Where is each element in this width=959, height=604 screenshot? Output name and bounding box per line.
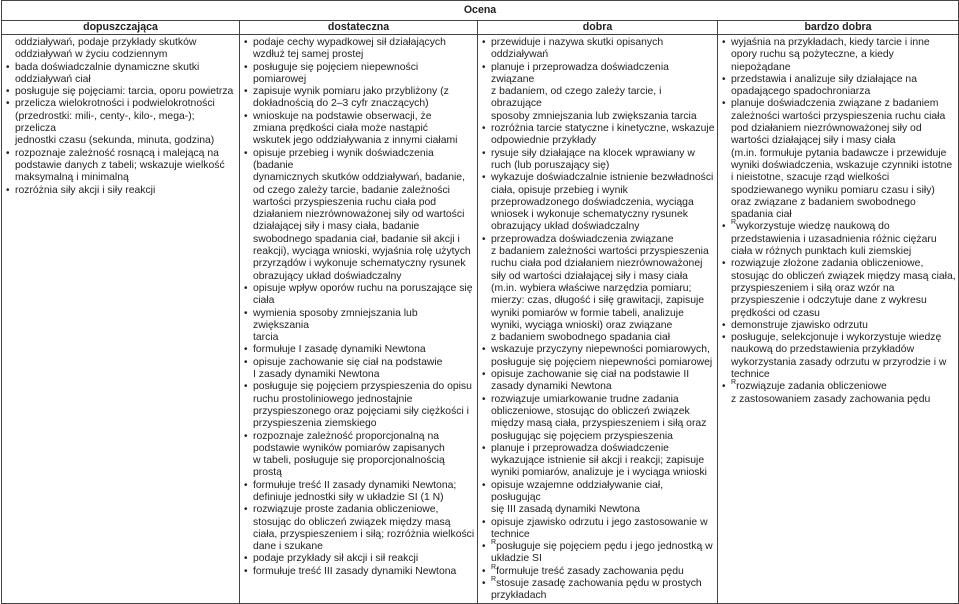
requirement-text: oddziaływań [491, 49, 549, 61]
requirement-line [244, 431, 475, 443]
requirement-line [482, 49, 715, 61]
requirement-line [244, 332, 475, 344]
requirement-text: posługuje się pojęciem niepewności [253, 61, 419, 73]
column-dostateczna [240, 35, 478, 604]
requirement-line [244, 357, 475, 369]
requirement-text: sposoby zmniejszania lub zwiększania tarcia [491, 110, 697, 122]
requirement-text: ruchu ciała pod działaniem niezrównoważonej [491, 258, 703, 270]
requirement-text: oddziaływań, podaje przykłady skutków [15, 37, 197, 48]
requirement-line [722, 320, 956, 332]
requirement-line [244, 369, 475, 381]
requirement-text: rysuje siły działające na klocek wprawiany w [491, 147, 695, 159]
requirement-line [482, 295, 715, 307]
requirement-text: planuje i przeprowadza doświadczenie [491, 442, 669, 454]
requirement-line [722, 148, 956, 160]
requirement-text: stosując do obliczeń związek między masą ciała, [731, 270, 956, 282]
requirement-text: bada doświadczalnie dynamiczne skutki [15, 61, 200, 73]
requirement-line [722, 234, 956, 246]
requirement-line [244, 541, 475, 553]
requirement-line [244, 86, 475, 98]
requirement-text: oddziaływań w życiu codziennym [15, 49, 168, 61]
column-dopuszczajaca [2, 35, 240, 604]
requirement-text: działającej siły i masy ciała, badanie [253, 221, 420, 233]
requirement-text: swobodnego spadania ciał, badanie sił akcji i [253, 233, 460, 245]
requirement-text: ciała, przyspieszeniem i siłą; rozróżnia wielkości [253, 528, 475, 540]
requirement-line [244, 406, 475, 418]
requirement-line [482, 418, 715, 430]
requirement-text: opisuje przebieg i wynik doświadczenia (badanie [253, 147, 434, 171]
requirement-line [244, 480, 475, 492]
grading-table [1, 0, 959, 604]
requirement-line [244, 529, 475, 541]
requirement-line [244, 504, 475, 516]
requirement-text: przyrządów i wykonuje schematyczny rysunek [253, 258, 466, 270]
requirement-text: przedstawia i analizuje siły działające na [731, 73, 917, 85]
requirement-line [722, 381, 956, 393]
requirement-text: wymienia sposoby zmniejszania lub zwiększania [253, 307, 418, 331]
requirement-line [482, 529, 715, 541]
requirement-text: wykazuje doświadczalnie istnienie bezwładności [491, 172, 714, 184]
requirement-text: rozwiązuje złożone zadania obliczeniowe, [731, 258, 924, 270]
table-title: Ocena [2, 1, 959, 21]
requirement-text: od czego zależy tarcie, badanie zależności [253, 184, 450, 196]
requirement-text: dynamicznych skutków oddziaływań, badanie, [253, 172, 465, 184]
requirement-line [244, 283, 475, 295]
requirement-text: formułuje treść zasady zachowania pędu [496, 565, 684, 577]
column-dobra [478, 35, 718, 604]
requirement-line [482, 455, 715, 467]
requirement-text: zasady dynamiki Newtona [491, 381, 612, 393]
requirement-line [722, 258, 956, 270]
requirement-line [722, 74, 956, 86]
requirement-line [244, 455, 475, 480]
requirement-text: (m.in. wybiera właściwe narzędzia pomiaru; [491, 282, 692, 294]
requirement-text: podaje przykłady sił akcji i sił reakcji [253, 553, 419, 565]
requirement-line [244, 308, 475, 333]
requirement-text: demonstruje zjawisko odrzutu [731, 319, 868, 331]
requirement-line [244, 111, 475, 123]
requirement-text: (m.in. formułuje pytania badawcze i przewiduje [731, 147, 947, 159]
requirement-text: podstawie danych z tabeli; wskazuje wielkość [15, 159, 225, 171]
requirement-line [482, 320, 715, 332]
requirement-text: działaniem niezrównoważonej siły od wartości [253, 209, 465, 221]
column-header-bardzo-dobra: bardzo dobra [718, 21, 959, 35]
requirement-line [482, 590, 715, 602]
requirement-line [244, 344, 475, 356]
requirement-text: rozpoznaje zależność proporcjonalną na [253, 430, 439, 442]
requirement-line [722, 369, 956, 381]
requirement-line [244, 37, 475, 49]
requirement-line [482, 504, 715, 516]
requirement-line [482, 344, 715, 356]
requirement-text: i nieistotne, szacuje rząd wielkości [731, 172, 890, 184]
extended-marker: R [731, 379, 737, 387]
requirement-text: wskutek jego oddziaływania z innymi ciałami [253, 135, 458, 147]
requirement-line [482, 148, 715, 160]
requirement-line [244, 172, 475, 184]
requirement-line [6, 111, 237, 136]
requirement-text: opisuje zachowanie się ciał na podstawie II [491, 369, 690, 381]
column-header-dostateczna: dostateczna [240, 21, 478, 35]
requirement-text: siły od wartości działającej siły i masy ciała [491, 270, 688, 282]
requirement-text: zapisuje wynik pomiaru jako przybliżony (z [253, 86, 449, 98]
requirement-line [6, 148, 237, 160]
requirement-text: ruch (lub poruszający się) [491, 159, 610, 171]
requirement-text: posługuje się pojęciem pędu i jego jednostką w [496, 541, 713, 553]
requirement-text: reakcji), wyciąga wnioski, wyjaśnia rolę użytych [253, 246, 471, 258]
requirement-line [722, 283, 956, 295]
extended-marker: R [491, 539, 497, 547]
requirement-text: zależności wartości przyspieszenia ruchu ciała [731, 110, 946, 122]
requirement-line [482, 563, 715, 578]
requirement-line [244, 566, 475, 578]
requirement-text: w tabeli, posługuje się proporcjonalnością prostą [253, 455, 445, 479]
requirement-text: formułuje I zasadę dynamiki Newtona [253, 344, 426, 356]
requirement-line [244, 258, 475, 270]
requirement-text: przeprowadzonego doświadczenia, wyciąga [491, 196, 694, 208]
requirement-line [482, 234, 715, 246]
requirement-text: wnioskuje na podstawie obserwacji, że [253, 110, 432, 122]
requirement-line [722, 98, 956, 110]
requirement-text: wykorzystania zasady odrzutu w przyrodzie i w [731, 356, 947, 368]
requirement-line [244, 62, 475, 74]
requirement-line [722, 135, 956, 147]
requirement-line [482, 209, 715, 221]
requirement-line [482, 221, 715, 233]
requirement-text: ciała [253, 295, 275, 307]
requirement-line [6, 37, 237, 49]
requirement-text: I zasady dynamiki Newtona [253, 369, 380, 381]
requirement-text: odpowiednie przykłady [491, 135, 597, 147]
requirement-text: oraz związane z badaniem swobodnego [731, 196, 916, 208]
requirement-line [244, 49, 475, 61]
requirement-line [482, 160, 715, 172]
requirement-line [6, 74, 237, 86]
requirement-text: pomiarowej [253, 73, 307, 85]
requirement-line [482, 517, 715, 529]
requirement-line [722, 221, 956, 233]
requirement-text: formułuje treść II zasady dynamiki Newtona; [253, 479, 457, 491]
requirement-text: opisuje wzajemne oddziaływanie ciał, posługując [491, 479, 664, 503]
requirement-line [6, 62, 237, 74]
requirement-line [244, 209, 475, 221]
requirement-text: tarcia [253, 332, 279, 344]
requirement-line [482, 467, 715, 479]
requirement-text: przyspieszenie i odczytuje dane z wykresu [731, 295, 927, 307]
requirement-line [722, 246, 956, 258]
requirement-line [722, 62, 956, 74]
requirement-text: stosując do obliczeń związek między masą [253, 516, 451, 528]
requirement-text: technice [491, 528, 530, 540]
requirement-text: wyniki doświadczenia, wskazuje czynniki istotne [731, 159, 953, 171]
requirement-line [482, 381, 715, 393]
requirement-text: obrazujący układ doświadczalny [253, 270, 402, 282]
requirement-text: przyspieszeniem i siłą oraz wzór na [731, 282, 895, 294]
requirement-text: wyniki, wyciąga wnioski) oraz związane [491, 319, 673, 331]
requirement-text: wartości działającej siły i masy ciała [731, 135, 896, 147]
requirement-line [482, 37, 715, 49]
requirement-text: między masą ciała, przyspieszeniem i siłą oraz [491, 418, 707, 430]
requirement-line [244, 74, 475, 86]
requirement-line [244, 295, 475, 307]
requirement-line [6, 172, 237, 184]
requirement-text: opory ruchu są pożyteczne, a kiedy [731, 49, 894, 61]
requirement-line [244, 381, 475, 393]
requirement-text: ciała w różnych punktach kuli ziemskiej [731, 246, 912, 258]
requirement-line [244, 443, 475, 455]
requirement-text: jednostki czasu (sekunda, minuta, godzina) [15, 135, 215, 147]
requirement-line [482, 357, 715, 369]
requirement-line [482, 394, 715, 406]
requirement-text: wykorzystuje wiedzę naukową do [736, 221, 890, 233]
requirement-line [482, 369, 715, 381]
requirement-text: posługuje się pojęciami: tarcia, oporu powietrza [15, 86, 234, 98]
requirement-text: rozróżnia siły akcji i siły reakcji [15, 184, 156, 196]
requirement-text: rozróżnia tarcie statyczne i kinetyczne, wskazuje [491, 123, 715, 135]
extended-marker: R [731, 219, 737, 227]
requirement-line [722, 271, 956, 283]
requirement-text: wyniki pomiarów w formie tabeli, analizuje [491, 307, 684, 319]
requirement-line [722, 37, 956, 49]
requirement-text: wartości przyspieszenia ruchu ciała pod [253, 196, 437, 208]
requirement-text: technice [731, 369, 770, 381]
requirement-line [6, 185, 237, 197]
requirement-line [482, 185, 715, 197]
requirement-text: pod działaniem niezrównoważonej siły od [731, 123, 922, 135]
requirement-text: posługuje, selekcjonuje i wykorzystuje wiedzę [731, 332, 942, 344]
requirement-line [6, 160, 237, 172]
requirement-line [482, 197, 715, 209]
requirement-text: z badaniem swobodnego spadania ciał [491, 332, 671, 344]
requirement-text: zmiana prędkości ciała może nastąpić [253, 123, 428, 135]
requirement-text: przedstawienia i uzasadnienia różnic ciężaru [731, 233, 937, 245]
requirement-line [482, 480, 715, 505]
requirement-line [244, 418, 475, 430]
requirement-line [6, 135, 237, 147]
requirement-line [244, 98, 475, 110]
requirement-text: przyspieszenia ziemskiego [253, 418, 377, 430]
extended-marker: R [491, 563, 497, 571]
requirement-line [482, 308, 715, 320]
requirement-line [722, 49, 956, 61]
requirement-text: dokładnością do 2–3 cyfr znaczących) [253, 98, 429, 110]
requirement-text: prędkości od czasu [731, 307, 820, 319]
requirement-text: wyjaśnia na przykładach, kiedy tarcie i inne [731, 37, 930, 48]
requirement-line [482, 86, 715, 111]
requirement-text: oddziaływań ciał [15, 73, 91, 85]
requirement-line [482, 541, 715, 553]
requirement-line [244, 394, 475, 406]
requirement-line [482, 431, 715, 443]
requirement-line [722, 357, 956, 369]
requirement-text: z zastosowaniem zasady zachowania pędu [731, 393, 931, 405]
requirement-text: (przedrostki: mili-, centy-, kilo-, mega-); przelicza [15, 110, 195, 135]
requirement-text: spadania ciał [731, 209, 792, 221]
requirement-line [244, 123, 475, 135]
column-bardzo-dobra [718, 35, 959, 604]
requirement-text: opisuje wpływ oporów ruchu na poruszające się [253, 282, 473, 294]
extended-marker: R [491, 576, 497, 584]
requirement-text: wniosek i wykonuje schematyczny rysunek [491, 209, 688, 221]
requirement-line [722, 86, 956, 98]
requirement-line [722, 111, 956, 123]
requirement-text: obrazujący układ doświadczalny [491, 221, 640, 233]
requirement-line [482, 62, 715, 87]
requirement-text: definiuje jednostki siły w układzie SI (1 N) [253, 491, 444, 503]
requirement-line [244, 517, 475, 529]
requirement-text: opisuje zachowanie się ciał na podstawie [253, 356, 443, 368]
requirement-line [722, 308, 956, 320]
requirement-line [722, 295, 956, 307]
requirement-text: niepożądane [731, 61, 791, 73]
requirement-line [244, 221, 475, 233]
requirement-text: mierzy: czas, długość i siłę grawitacji, zapisuje [491, 295, 705, 307]
requirement-line [482, 111, 715, 123]
requirement-text: opadającego spadochroniarza [731, 86, 871, 98]
requirement-line [244, 197, 475, 209]
requirement-text: opisuje zjawisko odrzutu i jego zastosowanie w [491, 516, 708, 528]
requirement-line [482, 443, 715, 455]
requirement-text: z badaniem zależności wartości przyspieszenia [491, 246, 709, 258]
requirement-text: się III zasadą dynamiki Newtona [491, 504, 641, 516]
requirement-line [244, 234, 475, 246]
requirement-line [6, 49, 237, 61]
requirement-line [722, 344, 956, 356]
requirement-text: przewiduje i nazywa skutki opisanych [491, 37, 664, 48]
requirement-text: układzie SI [491, 553, 542, 565]
requirement-line [482, 578, 715, 590]
requirement-line [244, 135, 475, 147]
requirement-text: spodziewanego wyniku pomiaru czasu i siły) [731, 184, 935, 196]
requirement-line [244, 271, 475, 283]
requirement-line [482, 123, 715, 135]
requirement-text: ciała, opisuje przebieg i wynik [491, 184, 628, 196]
requirement-text: planuje i przeprowadza doświadczenia związane [491, 61, 669, 85]
requirement-line [244, 185, 475, 197]
requirement-text: rozwiązuje proste zadania obliczeniowe, [253, 504, 439, 516]
requirement-text: ruchu prostoliniowego jednostajnie [253, 393, 413, 405]
requirement-text: stosuje zasadę zachowania pędu w prostych [496, 578, 702, 590]
requirement-line [722, 209, 956, 221]
requirement-text: podstawie wyników pomiarów zapisanych [253, 442, 445, 454]
requirement-text: wzdłuż tej samej prostej [253, 49, 364, 61]
requirement-text: formułuje treść III zasady dynamiki Newtona [253, 565, 457, 577]
requirement-text: naukową do przedstawienia przykładów [731, 344, 915, 356]
requirement-line [244, 246, 475, 258]
requirement-line [722, 332, 956, 344]
requirement-text: wskazuje przyczyny niepewności pomiarowych, [491, 344, 710, 356]
requirement-text: rozwiązuje zadania obliczeniowe [736, 381, 887, 393]
requirement-line [482, 271, 715, 283]
requirement-text: maksymalną i minimalną [15, 172, 129, 184]
requirement-text: z badaniem, od czego zależy tarcie, i obrazujące [491, 86, 662, 110]
requirement-text: posługuje się pojęciem niepewności pomiarowej [491, 356, 713, 368]
requirement-text: rozwiązuje umiarkowanie trudne zadania [491, 393, 679, 405]
requirement-text: podaje cechy wypadkowej sił działających [253, 37, 446, 48]
requirement-text: planuje doświadczenia związane z badaniem [731, 98, 939, 110]
requirement-text: obliczeniowe, stosując do obliczeń związek [491, 405, 690, 417]
requirement-line [482, 246, 715, 258]
requirement-line [722, 160, 956, 172]
requirement-line [722, 172, 956, 184]
requirement-text: rozpoznaje zależność rosnącą i malejącą na [15, 147, 219, 159]
column-header-dopuszczajaca: dopuszczająca [2, 21, 240, 35]
requirement-line [6, 98, 237, 110]
requirement-text: posługuje się pojęciem przyspieszenia do opisu [253, 381, 472, 393]
requirement-line [482, 135, 715, 147]
requirement-line [244, 492, 475, 504]
requirement-line [722, 123, 956, 135]
requirement-line [244, 148, 475, 173]
requirement-text: dane i szukane [253, 541, 323, 553]
requirement-line [482, 172, 715, 184]
column-header-dobra: dobra [478, 21, 718, 35]
requirement-text: posługując się pojęciem przyspieszenia [491, 430, 673, 442]
requirement-line [482, 283, 715, 295]
requirement-text: przelicza wielokrotności i podwielokrotności [15, 98, 215, 110]
requirement-line [482, 332, 715, 344]
requirement-line [6, 86, 237, 98]
requirement-line [722, 185, 956, 197]
requirement-line [722, 394, 956, 406]
requirement-line [722, 197, 956, 209]
requirement-text: wykazujące istnienie sił akcji i reakcji; zapisuje [491, 455, 705, 467]
requirement-line [482, 406, 715, 418]
requirement-text: przykładach [491, 590, 547, 602]
requirement-text: przyspieszonego oraz pojęciami siły ciężkości i [253, 405, 469, 417]
requirement-text: przeprowadza doświadczenia związane [491, 233, 674, 245]
requirement-line [482, 258, 715, 270]
requirement-text: wyniki pomiarów, analizuje je i wyciąga wnioski [491, 467, 707, 479]
